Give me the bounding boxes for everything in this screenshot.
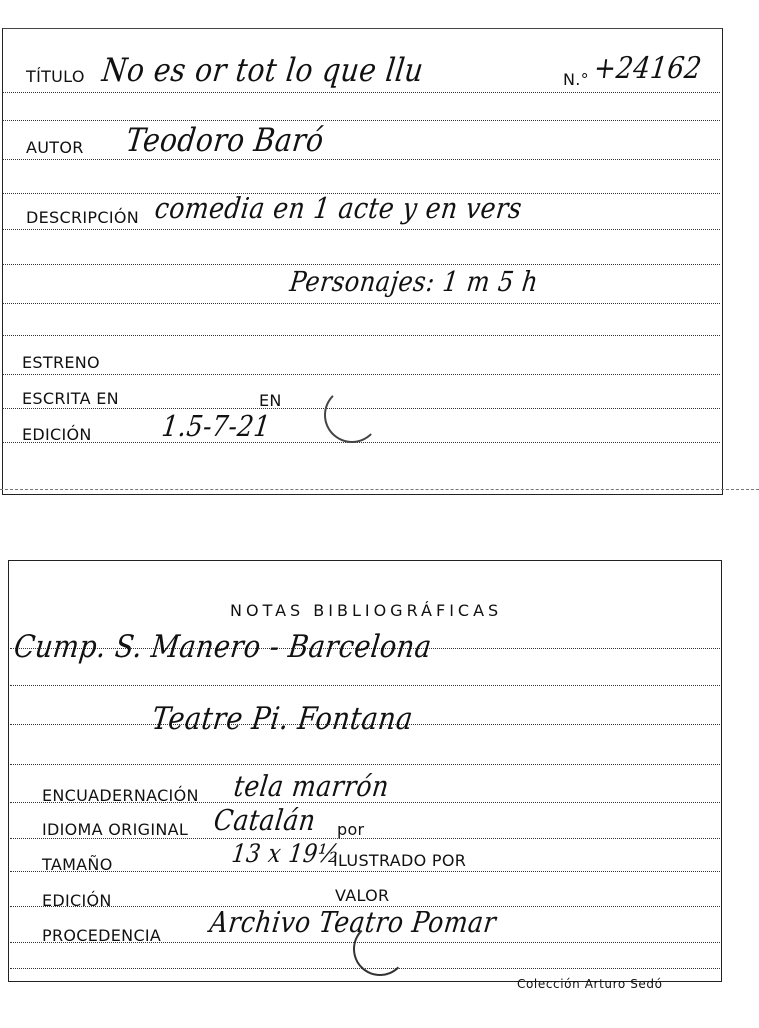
stamp-circle [353, 922, 407, 976]
ruled-line [2, 303, 720, 304]
edicion2-label: EDICIÓN [42, 891, 112, 910]
ruled-line [10, 764, 720, 765]
ruled-line [2, 92, 720, 93]
procedencia-label: PROCEDENCIA [42, 926, 162, 945]
note-line-1: Cump. S. Manero - Barcelona [12, 629, 434, 665]
ruled-line [2, 120, 720, 121]
estreno-label: ESTRENO [22, 353, 100, 372]
titulo-label: TÍTULO [26, 67, 85, 86]
encuadernacion-value: tela marrón [232, 769, 391, 803]
descripcion-value: comedia en 1 acte y en vers [153, 191, 524, 225]
por-label: por [337, 820, 365, 839]
ruled-line [10, 685, 720, 686]
ruled-line [10, 871, 720, 872]
tamano-value: 13 x 19½ [230, 840, 342, 869]
en-label: EN [259, 391, 282, 410]
numero-value: +24162 [592, 51, 704, 86]
collection-footer: Colección Arturo Sedó [517, 977, 663, 991]
autor-value: Teodoro Baró [124, 121, 327, 159]
procedencia-value: Archivo Teatro Pomar [208, 905, 499, 939]
edicion-value: 1.5-7-21 [160, 409, 273, 443]
ruled-line [2, 229, 720, 230]
encuadernacion-label: ENCUADERNACIÓN [42, 786, 199, 805]
tamano-label: TAMAÑO [42, 855, 113, 874]
autor-label: AUTOR [26, 138, 84, 157]
numero-label: N.° [563, 70, 589, 89]
idioma-label: IDIOMA ORIGINAL [42, 820, 189, 839]
titulo-value: No es or tot lo que llu [100, 51, 426, 89]
valor-label: VALOR [335, 886, 390, 905]
notas-heading: NOTAS BIBLIOGRÁFICAS [230, 601, 503, 620]
note-line-2: Teatre Pi. Fontana [150, 701, 415, 737]
ruled-line [2, 159, 720, 160]
personajes-value: Personajes: 1 m 5 h [288, 265, 541, 298]
ilustrado-label: ILUSTRADO POR [333, 851, 467, 870]
escrita-label: ESCRITA EN [22, 389, 119, 408]
ruled-line [2, 442, 720, 443]
descripcion-label: DESCRIPCIÓN [26, 208, 139, 227]
idioma-value: Catalán [212, 803, 318, 837]
stamp-circle [324, 387, 380, 443]
edicion-label: EDICIÓN [22, 425, 92, 444]
ruled-line [2, 374, 720, 375]
ruled-line [2, 335, 720, 336]
card-cut-line [0, 489, 759, 490]
